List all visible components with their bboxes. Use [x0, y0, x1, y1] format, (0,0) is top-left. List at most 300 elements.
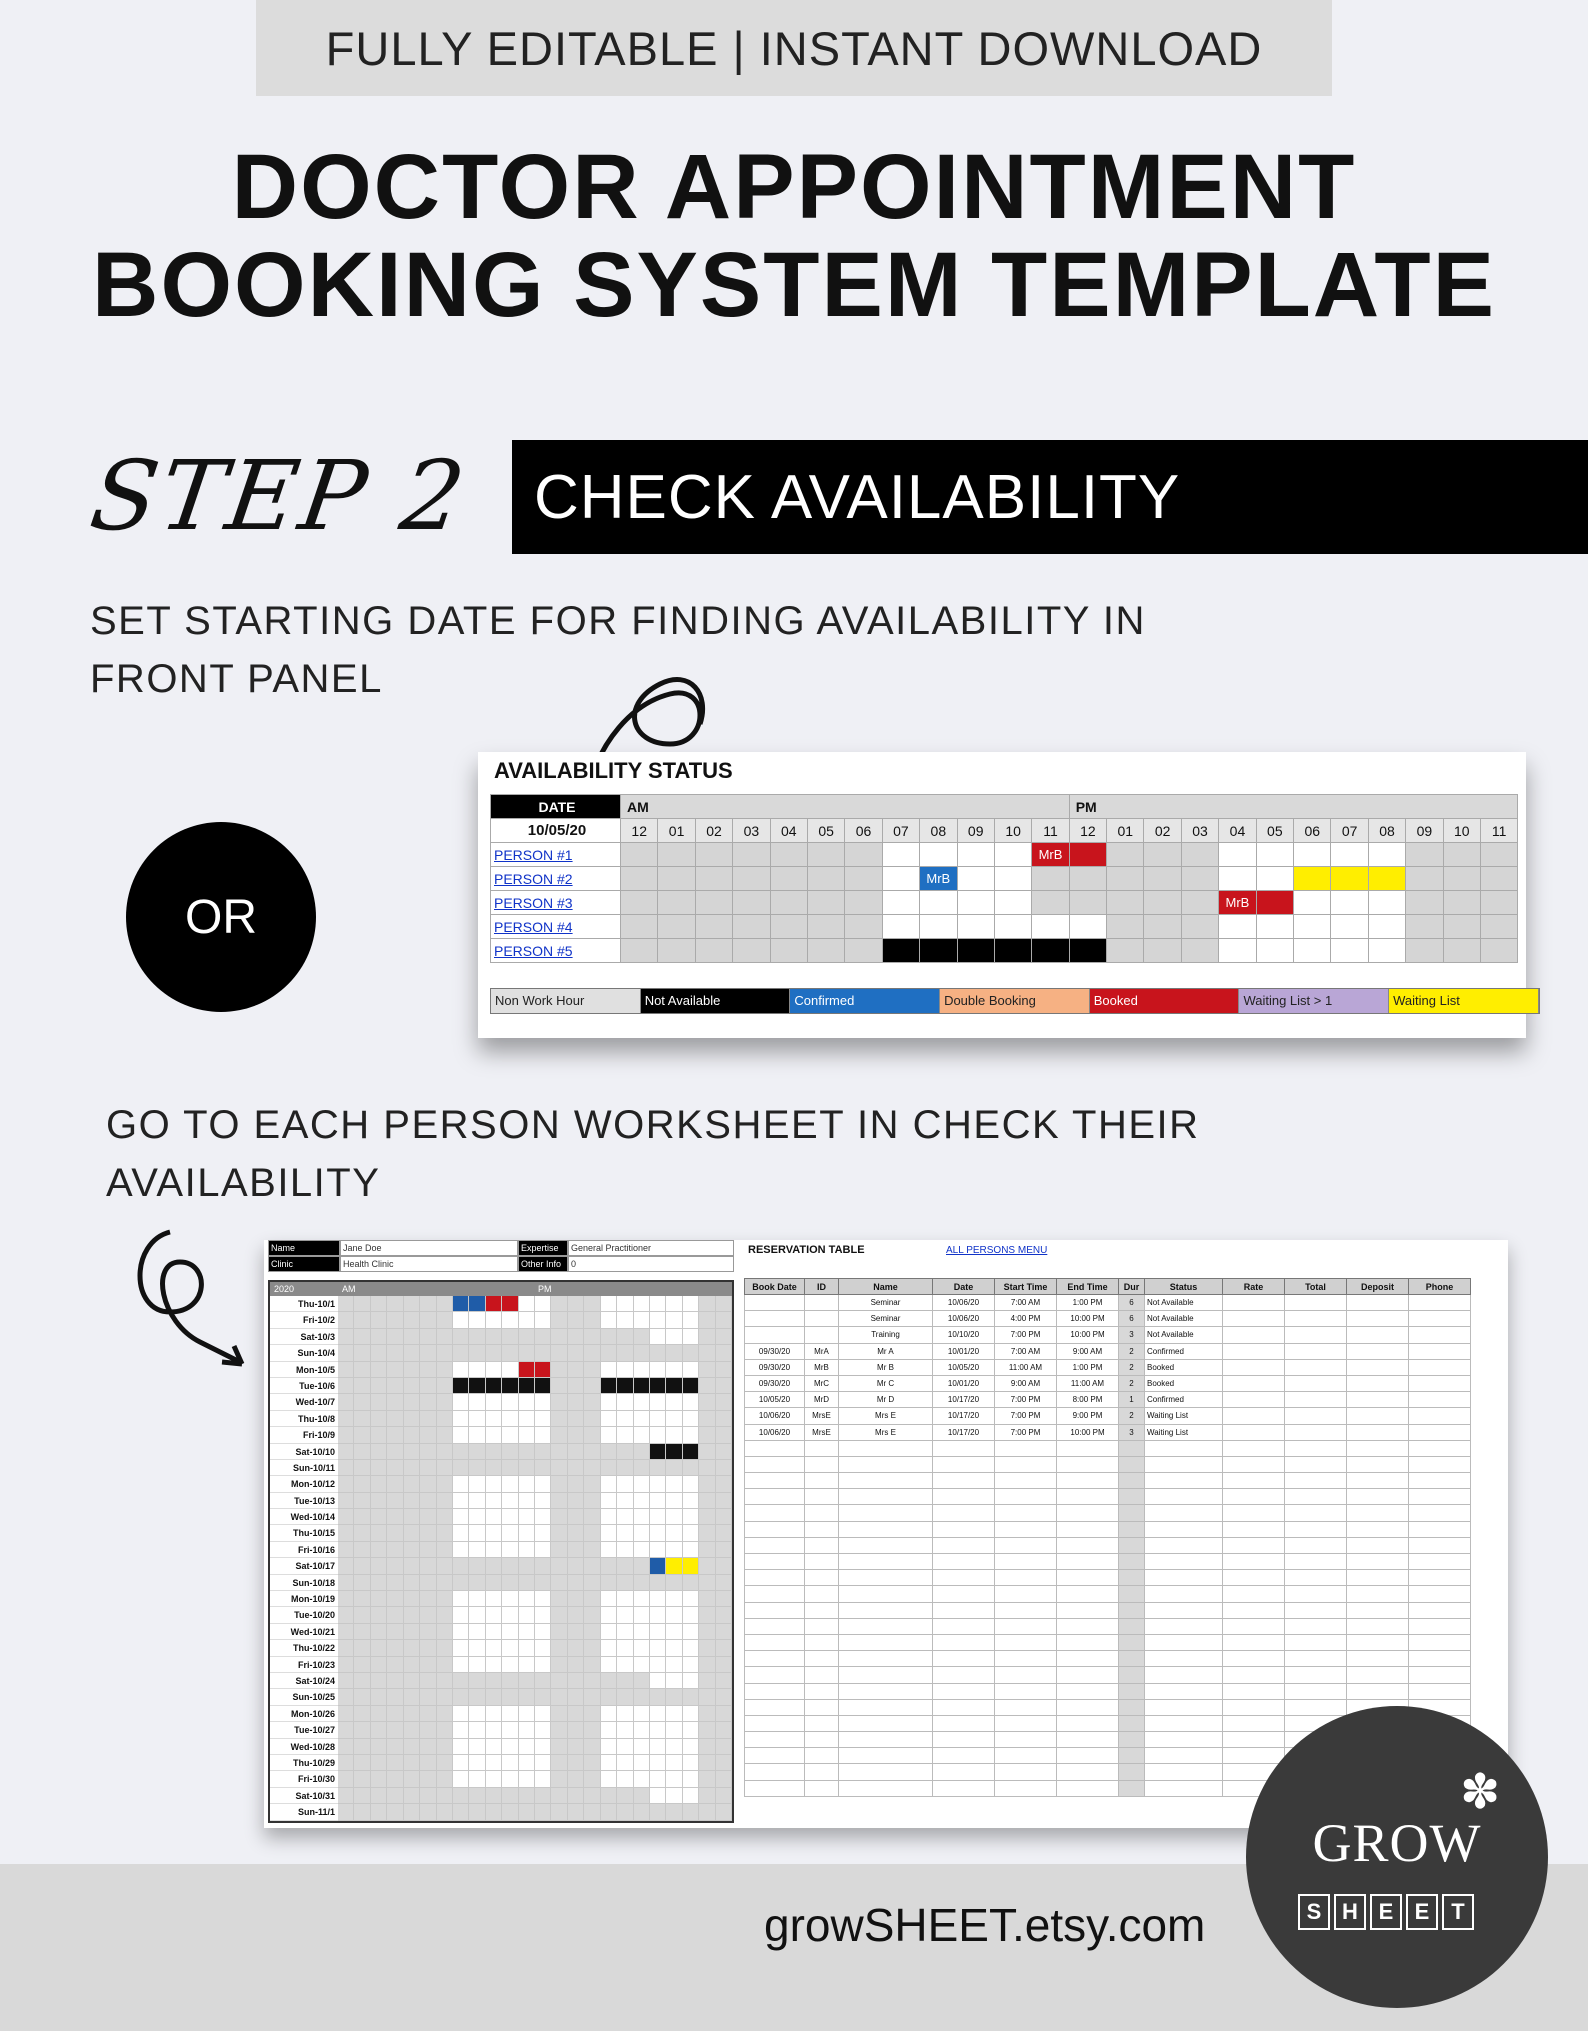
calendar-slot[interactable] — [453, 1476, 469, 1492]
calendar-slot[interactable] — [601, 1444, 617, 1460]
calendar-slot[interactable] — [601, 1788, 617, 1804]
calendar-slot[interactable] — [453, 1378, 469, 1394]
calendar-slot[interactable] — [469, 1362, 485, 1378]
calendar-slot[interactable] — [601, 1542, 617, 1558]
calendar-slot[interactable] — [584, 1804, 600, 1820]
calendar-slot[interactable] — [519, 1804, 535, 1820]
table-cell[interactable]: 7:00 AM — [995, 1343, 1057, 1359]
calendar-slot[interactable] — [650, 1771, 666, 1787]
availability-cell[interactable] — [1406, 843, 1443, 867]
table-cell[interactable] — [1223, 1327, 1285, 1343]
calendar-slot[interactable] — [519, 1607, 535, 1623]
calendar-slot[interactable] — [486, 1689, 502, 1705]
calendar-slot[interactable] — [404, 1444, 420, 1460]
calendar-slot[interactable] — [568, 1755, 584, 1771]
calendar-slot[interactable] — [469, 1657, 485, 1673]
table-cell[interactable] — [995, 1780, 1057, 1796]
calendar-slot[interactable] — [683, 1542, 699, 1558]
table-cell[interactable] — [745, 1667, 805, 1683]
table-cell[interactable] — [839, 1715, 933, 1731]
table-cell[interactable] — [1119, 1570, 1145, 1586]
calendar-slot[interactable] — [519, 1771, 535, 1787]
availability-cell[interactable] — [957, 843, 994, 867]
table-cell[interactable]: Seminar — [839, 1311, 933, 1327]
calendar-slot[interactable] — [371, 1542, 387, 1558]
calendar-slot[interactable] — [354, 1476, 370, 1492]
calendar-slot[interactable] — [634, 1394, 650, 1410]
availability-cell[interactable] — [920, 843, 957, 867]
calendar-slot[interactable] — [387, 1706, 403, 1722]
info-value2[interactable]: 0 — [568, 1256, 734, 1272]
calendar-slot[interactable] — [420, 1493, 436, 1509]
calendar-slot[interactable] — [469, 1296, 485, 1312]
calendar-slot[interactable] — [469, 1394, 485, 1410]
calendar-slot[interactable] — [338, 1345, 354, 1361]
calendar-slot[interactable] — [404, 1362, 420, 1378]
calendar-slot[interactable] — [387, 1394, 403, 1410]
calendar-slot[interactable] — [502, 1607, 518, 1623]
table-row[interactable] — [745, 1683, 1471, 1699]
calendar-slot[interactable] — [584, 1673, 600, 1689]
calendar-slot[interactable] — [650, 1788, 666, 1804]
calendar-slot[interactable] — [584, 1509, 600, 1525]
calendar-slot[interactable] — [338, 1591, 354, 1607]
table-row[interactable] — [745, 1359, 1471, 1375]
table-cell[interactable] — [1057, 1521, 1119, 1537]
calendar-slot[interactable] — [519, 1509, 535, 1525]
calendar-slot[interactable] — [502, 1575, 518, 1591]
table-cell[interactable]: MrA — [805, 1343, 839, 1359]
calendar-slot[interactable] — [486, 1525, 502, 1541]
calendar-slot[interactable] — [387, 1722, 403, 1738]
calendar-slot[interactable] — [716, 1591, 732, 1607]
table-cell[interactable] — [1347, 1408, 1409, 1424]
calendar-slot[interactable] — [699, 1689, 715, 1705]
calendar-slot[interactable] — [601, 1722, 617, 1738]
calendar-slot[interactable] — [650, 1362, 666, 1378]
table-cell[interactable] — [995, 1537, 1057, 1553]
table-cell[interactable] — [1223, 1359, 1285, 1375]
table-cell[interactable] — [1409, 1440, 1471, 1456]
calendar-slot[interactable] — [617, 1394, 633, 1410]
calendar-slot[interactable] — [535, 1411, 551, 1427]
table-cell[interactable] — [933, 1570, 995, 1586]
table-cell[interactable] — [839, 1764, 933, 1780]
table-cell[interactable] — [1223, 1570, 1285, 1586]
calendar-slot[interactable] — [584, 1345, 600, 1361]
calendar-slot[interactable] — [716, 1739, 732, 1755]
calendar-slot[interactable] — [371, 1329, 387, 1345]
calendar-slot[interactable] — [683, 1362, 699, 1378]
calendar-slot[interactable] — [338, 1755, 354, 1771]
availability-cell[interactable] — [658, 915, 695, 939]
table-cell[interactable] — [1285, 1634, 1347, 1650]
calendar-slot[interactable] — [683, 1444, 699, 1460]
calendar-slot[interactable] — [354, 1788, 370, 1804]
calendar-slot[interactable] — [601, 1427, 617, 1443]
calendar-slot[interactable] — [469, 1739, 485, 1755]
availability-cell[interactable] — [1144, 915, 1181, 939]
table-cell[interactable] — [1347, 1295, 1409, 1311]
availability-cell[interactable] — [770, 867, 807, 891]
table-cell[interactable] — [1223, 1489, 1285, 1505]
availability-cell[interactable] — [994, 843, 1031, 867]
table-cell[interactable] — [995, 1748, 1057, 1764]
table-cell[interactable] — [1347, 1473, 1409, 1489]
table-cell[interactable] — [1409, 1408, 1471, 1424]
table-cell[interactable] — [933, 1667, 995, 1683]
calendar-slot[interactable] — [404, 1296, 420, 1312]
calendar-slot[interactable] — [437, 1411, 453, 1427]
calendar-slot[interactable] — [617, 1509, 633, 1525]
calendar-slot[interactable] — [453, 1575, 469, 1591]
table-cell[interactable] — [745, 1732, 805, 1748]
table-cell[interactable] — [1119, 1732, 1145, 1748]
calendar-slot[interactable] — [371, 1607, 387, 1623]
calendar-slot[interactable] — [387, 1444, 403, 1460]
calendar-slot[interactable] — [371, 1345, 387, 1361]
availability-cell[interactable] — [733, 891, 770, 915]
calendar-slot[interactable] — [601, 1394, 617, 1410]
table-cell[interactable] — [1223, 1440, 1285, 1456]
table-cell[interactable] — [1057, 1473, 1119, 1489]
calendar-slot[interactable] — [617, 1739, 633, 1755]
calendar-slot[interactable] — [584, 1296, 600, 1312]
availability-cell[interactable] — [1368, 939, 1405, 963]
availability-cell[interactable] — [1032, 939, 1069, 963]
table-cell[interactable] — [995, 1618, 1057, 1634]
availability-cell[interactable]: MrB — [1032, 843, 1069, 867]
table-row[interactable] — [745, 1570, 1471, 1586]
calendar-slot[interactable] — [650, 1411, 666, 1427]
table-cell[interactable] — [839, 1521, 933, 1537]
calendar-slot[interactable] — [404, 1640, 420, 1656]
table-cell[interactable] — [1057, 1764, 1119, 1780]
calendar-slot[interactable] — [601, 1607, 617, 1623]
calendar-slot[interactable] — [354, 1575, 370, 1591]
calendar-slot[interactable] — [486, 1427, 502, 1443]
table-cell[interactable] — [1057, 1489, 1119, 1505]
calendar-slot[interactable] — [338, 1509, 354, 1525]
calendar-slot[interactable] — [650, 1624, 666, 1640]
calendar-slot[interactable] — [486, 1493, 502, 1509]
calendar-slot[interactable] — [683, 1755, 699, 1771]
availability-cell[interactable] — [920, 939, 957, 963]
calendar-slot[interactable] — [666, 1788, 682, 1804]
calendar-slot[interactable] — [617, 1427, 633, 1443]
calendar-slot[interactable] — [486, 1624, 502, 1640]
table-cell[interactable] — [1057, 1780, 1119, 1796]
calendar-slot[interactable] — [420, 1755, 436, 1771]
table-cell[interactable] — [805, 1748, 839, 1764]
calendar-slot[interactable] — [551, 1460, 567, 1476]
table-cell[interactable] — [1223, 1424, 1285, 1440]
calendar-slot[interactable] — [666, 1673, 682, 1689]
calendar-slot[interactable] — [683, 1460, 699, 1476]
calendar-slot[interactable] — [486, 1345, 502, 1361]
calendar-slot[interactable] — [502, 1378, 518, 1394]
calendar-slot[interactable] — [716, 1804, 732, 1820]
calendar-slot[interactable] — [437, 1542, 453, 1558]
person-link[interactable]: PERSON #3 — [491, 891, 621, 915]
calendar-slot[interactable] — [699, 1345, 715, 1361]
calendar-slot[interactable] — [519, 1493, 535, 1509]
calendar-slot[interactable] — [535, 1525, 551, 1541]
calendar-slot[interactable] — [716, 1673, 732, 1689]
calendar-slot[interactable] — [551, 1640, 567, 1656]
table-cell[interactable] — [1145, 1505, 1223, 1521]
table-cell[interactable] — [1223, 1521, 1285, 1537]
table-cell[interactable]: 10/05/20 — [933, 1359, 995, 1375]
calendar-slot[interactable] — [584, 1771, 600, 1787]
calendar-slot[interactable] — [519, 1476, 535, 1492]
calendar-slot[interactable] — [666, 1657, 682, 1673]
calendar-slot[interactable] — [568, 1444, 584, 1460]
table-cell[interactable]: Training — [839, 1327, 933, 1343]
calendar-slot[interactable] — [683, 1509, 699, 1525]
availability-cell[interactable] — [807, 891, 844, 915]
table-cell[interactable]: Not Available — [1145, 1327, 1223, 1343]
calendar-slot[interactable] — [354, 1689, 370, 1705]
calendar-slot[interactable] — [666, 1525, 682, 1541]
calendar-slot[interactable] — [568, 1509, 584, 1525]
calendar-slot[interactable] — [683, 1329, 699, 1345]
availability-cell[interactable] — [1256, 867, 1293, 891]
calendar-slot[interactable] — [453, 1525, 469, 1541]
table-cell[interactable]: 2 — [1119, 1408, 1145, 1424]
calendar-slot[interactable] — [551, 1624, 567, 1640]
table-cell[interactable] — [839, 1634, 933, 1650]
calendar-slot[interactable] — [650, 1493, 666, 1509]
table-cell[interactable] — [1347, 1634, 1409, 1650]
calendar-slot[interactable] — [617, 1804, 633, 1820]
calendar-slot[interactable] — [535, 1345, 551, 1361]
table-cell[interactable] — [1285, 1473, 1347, 1489]
calendar-slot[interactable] — [502, 1312, 518, 1328]
calendar-slot[interactable] — [716, 1493, 732, 1509]
calendar-slot[interactable] — [420, 1788, 436, 1804]
table-cell[interactable]: 1 — [1119, 1392, 1145, 1408]
calendar-slot[interactable] — [404, 1312, 420, 1328]
calendar-slot[interactable] — [502, 1411, 518, 1427]
calendar-slot[interactable] — [404, 1607, 420, 1623]
table-cell[interactable] — [1347, 1521, 1409, 1537]
availability-cell[interactable] — [1443, 867, 1480, 891]
calendar-slot[interactable] — [634, 1296, 650, 1312]
calendar-slot[interactable] — [371, 1525, 387, 1541]
table-cell[interactable]: MrsE — [805, 1408, 839, 1424]
calendar-slot[interactable] — [502, 1476, 518, 1492]
table-cell[interactable] — [995, 1651, 1057, 1667]
calendar-slot[interactable] — [584, 1640, 600, 1656]
calendar-slot[interactable] — [354, 1558, 370, 1574]
availability-cell[interactable] — [807, 939, 844, 963]
calendar-slot[interactable] — [617, 1378, 633, 1394]
calendar-slot[interactable] — [551, 1788, 567, 1804]
calendar-slot[interactable] — [535, 1296, 551, 1312]
calendar-slot[interactable] — [519, 1591, 535, 1607]
calendar-slot[interactable] — [404, 1788, 420, 1804]
calendar-slot[interactable] — [371, 1378, 387, 1394]
calendar-slot[interactable] — [437, 1444, 453, 1460]
calendar-slot[interactable] — [486, 1788, 502, 1804]
calendar-slot[interactable] — [453, 1722, 469, 1738]
calendar-slot[interactable] — [634, 1345, 650, 1361]
calendar-slot[interactable] — [486, 1394, 502, 1410]
calendar-slot[interactable] — [650, 1722, 666, 1738]
table-cell[interactable] — [995, 1473, 1057, 1489]
calendar-slot[interactable] — [650, 1345, 666, 1361]
calendar-slot[interactable] — [354, 1657, 370, 1673]
availability-cell[interactable] — [1256, 891, 1293, 915]
calendar-slot[interactable] — [371, 1558, 387, 1574]
calendar-slot[interactable] — [469, 1460, 485, 1476]
calendar-slot[interactable] — [387, 1689, 403, 1705]
table-cell[interactable] — [1119, 1473, 1145, 1489]
calendar-slot[interactable] — [371, 1411, 387, 1427]
availability-cell[interactable] — [1406, 915, 1443, 939]
calendar-slot[interactable] — [338, 1575, 354, 1591]
table-cell[interactable] — [1285, 1408, 1347, 1424]
calendar-slot[interactable] — [519, 1378, 535, 1394]
calendar-slot[interactable] — [617, 1476, 633, 1492]
calendar-slot[interactable] — [568, 1378, 584, 1394]
table-cell[interactable] — [1285, 1424, 1347, 1440]
calendar-slot[interactable] — [420, 1345, 436, 1361]
availability-cell[interactable] — [845, 843, 882, 867]
calendar-slot[interactable] — [716, 1362, 732, 1378]
calendar-slot[interactable] — [486, 1509, 502, 1525]
calendar-slot[interactable] — [535, 1312, 551, 1328]
calendar-slot[interactable] — [683, 1493, 699, 1509]
table-cell[interactable] — [1409, 1343, 1471, 1359]
calendar-slot[interactable] — [519, 1689, 535, 1705]
calendar-slot[interactable] — [584, 1657, 600, 1673]
table-cell[interactable] — [933, 1732, 995, 1748]
calendar-slot[interactable] — [469, 1624, 485, 1640]
calendar-slot[interactable] — [666, 1312, 682, 1328]
calendar-slot[interactable] — [716, 1542, 732, 1558]
calendar-slot[interactable] — [387, 1607, 403, 1623]
table-cell[interactable] — [1285, 1554, 1347, 1570]
table-cell[interactable] — [933, 1456, 995, 1472]
calendar-slot[interactable] — [650, 1640, 666, 1656]
calendar-slot[interactable] — [683, 1673, 699, 1689]
calendar-slot[interactable] — [469, 1607, 485, 1623]
availability-cell[interactable] — [1069, 843, 1106, 867]
calendar-slot[interactable] — [683, 1345, 699, 1361]
table-cell[interactable]: Confirmed — [1145, 1343, 1223, 1359]
calendar-slot[interactable] — [601, 1312, 617, 1328]
calendar-slot[interactable] — [551, 1427, 567, 1443]
calendar-slot[interactable] — [617, 1542, 633, 1558]
calendar-slot[interactable] — [453, 1394, 469, 1410]
calendar-slot[interactable] — [584, 1460, 600, 1476]
calendar-slot[interactable] — [666, 1476, 682, 1492]
calendar-slot[interactable] — [535, 1542, 551, 1558]
table-row[interactable] — [745, 1489, 1471, 1505]
calendar-slot[interactable] — [486, 1558, 502, 1574]
calendar-slot[interactable] — [568, 1804, 584, 1820]
calendar-slot[interactable] — [502, 1624, 518, 1640]
availability-cell[interactable] — [770, 939, 807, 963]
calendar-slot[interactable] — [404, 1739, 420, 1755]
calendar-slot[interactable] — [617, 1558, 633, 1574]
calendar-slot[interactable] — [535, 1575, 551, 1591]
calendar-slot[interactable] — [699, 1444, 715, 1460]
table-cell[interactable] — [1285, 1489, 1347, 1505]
availability-cell[interactable] — [1144, 939, 1181, 963]
table-row[interactable] — [745, 1408, 1471, 1424]
calendar-slot[interactable] — [437, 1312, 453, 1328]
calendar-slot[interactable] — [551, 1673, 567, 1689]
calendar-slot[interactable] — [486, 1607, 502, 1623]
calendar-slot[interactable] — [338, 1706, 354, 1722]
calendar-slot[interactable] — [453, 1329, 469, 1345]
column-header[interactable]: Total — [1285, 1279, 1347, 1295]
calendar-slot[interactable] — [371, 1689, 387, 1705]
availability-cell[interactable] — [1294, 915, 1331, 939]
calendar-slot[interactable] — [502, 1394, 518, 1410]
calendar-slot[interactable] — [519, 1444, 535, 1460]
table-cell[interactable] — [1223, 1392, 1285, 1408]
table-cell[interactable] — [1409, 1537, 1471, 1553]
calendar-slot[interactable] — [469, 1345, 485, 1361]
table-cell[interactable] — [995, 1489, 1057, 1505]
table-cell[interactable] — [805, 1602, 839, 1618]
table-cell[interactable] — [1347, 1505, 1409, 1521]
calendar-slot[interactable] — [568, 1706, 584, 1722]
calendar-slot[interactable] — [437, 1722, 453, 1738]
table-cell[interactable] — [745, 1683, 805, 1699]
calendar-slot[interactable] — [404, 1329, 420, 1345]
table-cell[interactable] — [933, 1521, 995, 1537]
calendar-slot[interactable] — [404, 1394, 420, 1410]
calendar-slot[interactable] — [387, 1558, 403, 1574]
calendar-slot[interactable] — [601, 1591, 617, 1607]
calendar-slot[interactable] — [634, 1689, 650, 1705]
availability-cell[interactable] — [1294, 867, 1331, 891]
table-row[interactable] — [745, 1473, 1471, 1489]
calendar-slot[interactable] — [699, 1394, 715, 1410]
calendar-slot[interactable] — [354, 1394, 370, 1410]
table-cell[interactable]: 2 — [1119, 1359, 1145, 1375]
table-cell[interactable] — [1347, 1554, 1409, 1570]
calendar-slot[interactable] — [486, 1575, 502, 1591]
calendar-slot[interactable] — [387, 1378, 403, 1394]
table-row[interactable] — [745, 1343, 1471, 1359]
calendar-slot[interactable] — [486, 1378, 502, 1394]
calendar-slot[interactable] — [568, 1673, 584, 1689]
calendar-slot[interactable] — [519, 1575, 535, 1591]
table-row[interactable] — [745, 1505, 1471, 1521]
calendar-slot[interactable] — [502, 1591, 518, 1607]
availability-cell[interactable] — [807, 915, 844, 939]
calendar-slot[interactable] — [634, 1476, 650, 1492]
calendar-slot[interactable] — [437, 1788, 453, 1804]
table-cell[interactable] — [805, 1667, 839, 1683]
table-cell[interactable] — [1119, 1505, 1145, 1521]
calendar-slot[interactable] — [634, 1427, 650, 1443]
calendar-slot[interactable] — [354, 1640, 370, 1656]
calendar-slot[interactable] — [535, 1427, 551, 1443]
table-cell[interactable] — [933, 1634, 995, 1650]
table-cell[interactable]: Mr C — [839, 1375, 933, 1391]
table-cell[interactable] — [1285, 1537, 1347, 1553]
calendar-slot[interactable] — [469, 1542, 485, 1558]
calendar-slot[interactable] — [568, 1722, 584, 1738]
table-cell[interactable]: Mr B — [839, 1359, 933, 1375]
